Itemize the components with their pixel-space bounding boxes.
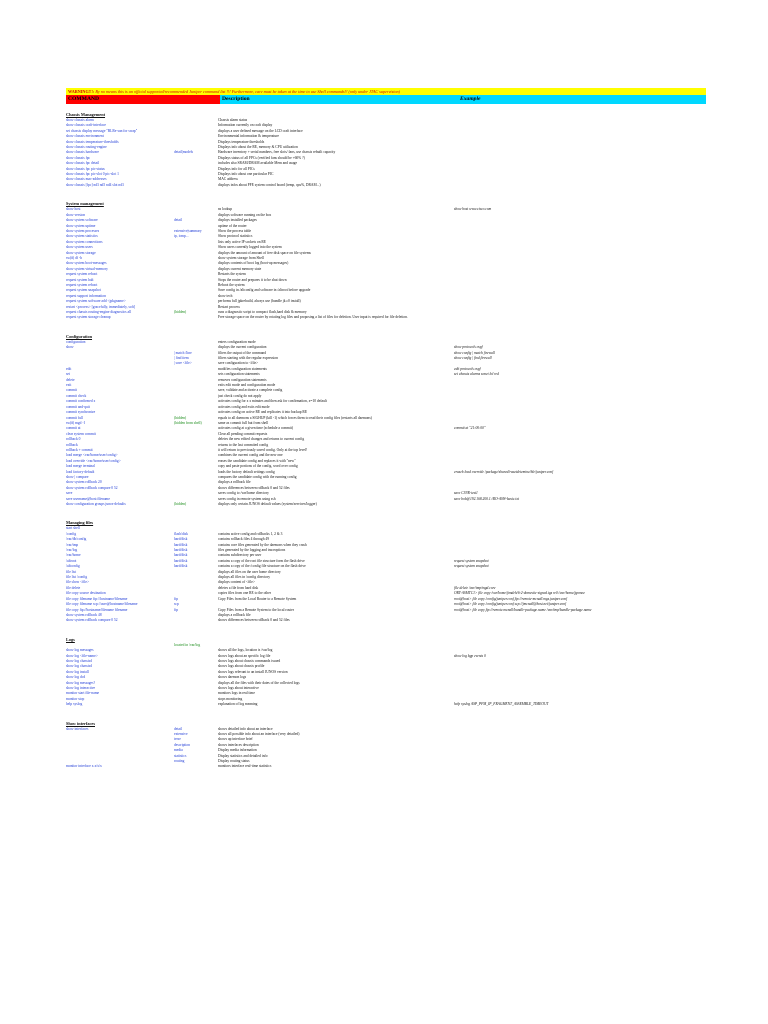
command-cell: /var/tmp	[66, 542, 79, 547]
description-cell: combines the current config and the new one	[218, 453, 283, 458]
command-cell: save username@host:filename	[66, 496, 110, 501]
command-cell: show system rollback compare 0 52	[66, 485, 118, 490]
option-cell: detail	[174, 218, 182, 223]
description-cell: Show protocol statistics	[218, 234, 253, 239]
description-cell: shows up interface brief	[218, 737, 253, 742]
command-cell: show chassis craft-interface	[66, 123, 106, 128]
command-cell: show system virtual-memory	[66, 266, 108, 271]
description-cell: displays all files on the user home directory	[218, 569, 281, 574]
command-cell: show log install	[66, 669, 89, 674]
option-cell	[174, 315, 218, 320]
description-cell: displays software running on the box	[218, 212, 272, 217]
description-cell: uptime of the router	[218, 223, 247, 228]
description-cell: displays a rollback file	[218, 612, 251, 617]
header-description: Description	[220, 95, 458, 104]
description-cell: shows logs about an specific log file	[218, 653, 271, 658]
option-cell: ftp	[174, 596, 178, 601]
description-cell: filters starting with the regular expression	[218, 356, 278, 361]
section-gap	[66, 188, 706, 193]
option-cell: hard/disk	[174, 558, 188, 563]
description-cell: same as commit full but from shell	[218, 420, 269, 425]
option-cell: ip, icmp...	[174, 234, 189, 239]
description-cell: Reboot the system	[218, 282, 245, 287]
option-cell: statistics	[174, 753, 187, 758]
description-cell: Displays info for all PICs	[218, 166, 255, 171]
command-cell: delete	[66, 377, 75, 382]
description-cell: deletes the new edited changes and returns to current config	[218, 437, 305, 442]
description-cell: returns to the last commited config	[218, 442, 269, 447]
command-cell: request system halt	[66, 277, 94, 282]
example-cell	[454, 502, 706, 507]
description-cell: Chassis alarm status	[218, 118, 248, 122]
description-cell: exits edit mode and configuration mode	[218, 383, 276, 388]
command-cell: request system software add <jpkgname>	[66, 299, 126, 304]
description-cell: Display statistics and detailed info	[218, 753, 268, 758]
command-cell: file copy filename scp://user@hostname/filename	[66, 602, 138, 607]
option-cell	[174, 702, 218, 707]
description-cell: Restart process	[218, 304, 240, 309]
command-cell: load merge terminal	[66, 464, 95, 469]
command-cell: show chassis [fpc] nd3 nd5 nd4 slot nd3	[66, 182, 124, 187]
option-cell: hard/disk	[174, 537, 188, 542]
example-cell: help syslog ASP_PFM_IP_FRAGMENT_ASSEMBLE_TIMEOUT	[454, 702, 549, 707]
command-cell: show log messages?	[66, 680, 96, 685]
description-cell: displays the current configuration	[218, 345, 267, 350]
command-cell: show system rollback 48	[66, 612, 102, 617]
table-row	[66, 502, 706, 507]
example-cell: file delete /var/tmp/mgd.core	[454, 585, 496, 590]
command-cell: show system uptime	[66, 223, 96, 228]
command-cell: load factory-default	[66, 469, 95, 474]
sheet-body	[66, 112, 706, 775]
command-cell: /altconfig	[66, 564, 80, 569]
command-cell: file copy source destination	[66, 591, 106, 596]
description-cell: enters configuration mode	[218, 339, 256, 344]
command-cell: show | compare	[66, 474, 89, 479]
option-cell: | match /line	[174, 350, 192, 355]
example-cell	[454, 315, 706, 320]
option-cell: scp	[174, 602, 179, 607]
description-cell: Display media information	[218, 748, 257, 753]
description-cell: shows all possible info about an interface (very detailed)	[218, 732, 300, 736]
header-row	[66, 95, 706, 104]
section-gap	[66, 321, 706, 326]
option-cell: ftp	[174, 607, 178, 612]
command-cell: show system connections	[66, 239, 103, 244]
command-cell: load merge <var/home/user/config>	[66, 453, 118, 458]
command-cell: request system reboot	[66, 282, 98, 287]
table-row	[66, 183, 706, 188]
description-cell: monitors logs in real time	[218, 691, 255, 696]
description-cell: Save config in /altconfig and software in /altroot before upgrade	[218, 288, 311, 293]
description-cell: activates config and exits edit mode	[218, 404, 270, 409]
option-cell	[174, 764, 218, 769]
section-gap	[66, 770, 706, 775]
command-cell: show host	[66, 207, 81, 212]
description-cell: contains subdirectory per user	[218, 553, 262, 558]
section-title: Chassis Management	[66, 112, 106, 117]
command-cell: monitor stop	[66, 696, 85, 701]
example-cell: root@host> file copy /config/juniper.conf scp://jmcnall@host.net/juniper.conf	[454, 602, 567, 607]
warning-banner	[66, 88, 706, 95]
description-cell: contains active config and rollbacks 1, 2 & 3	[218, 531, 283, 536]
command-cell: /var/home	[66, 553, 81, 558]
description-cell: shows differences between rollback 0 and 52 files	[218, 618, 290, 623]
example-cell: edit protocols ospf	[454, 366, 481, 371]
section-title: Logs	[66, 636, 75, 642]
description-cell: Show users currently logged into the system	[218, 245, 282, 250]
description-cell: displays infos about PFE system control board (temp, cpu%, DRAM...)	[218, 182, 321, 187]
command-cell: rollback	[66, 442, 78, 447]
command-cell: show system storage	[66, 250, 96, 255]
description-cell: Copy Files from the Local Router to a Remote System	[218, 596, 297, 601]
command-cell: show system boot-messages	[66, 261, 107, 266]
command-cell: commit synchronize	[66, 410, 96, 415]
command-cell: show log <file-name>	[66, 653, 98, 658]
description-cell: Stops the router and prepares it to be shut down	[218, 277, 287, 282]
command-cell: show system statistics	[66, 234, 98, 239]
command-cell: show chassis fpc pic-status	[66, 166, 105, 171]
description-cell: filters the output of the command	[218, 350, 267, 355]
table-row	[66, 764, 706, 769]
option-cell: routing	[174, 759, 185, 764]
command-cell: rollback + commit	[66, 447, 93, 452]
description-cell: removes configuration statements	[218, 377, 267, 382]
command-cell: file copy ftp://hostname/filename filename	[66, 607, 128, 612]
option-cell: (hidden)	[174, 502, 187, 506]
command-cell: set chassis display message "BLRe-san for swap"	[66, 128, 138, 133]
command-cell: monitor interface x.x/x/x	[66, 764, 102, 769]
command-cell: sw(#) df -h	[66, 255, 82, 260]
command-cell: sw(#) mgd -I	[66, 420, 85, 425]
description-cell: Displays info about one particular PIC	[218, 172, 274, 177]
command-cell: show chassis mac-addresses	[66, 177, 107, 182]
command-cell: show interfaces	[66, 726, 89, 731]
description-cell: monitors interface real-time statistics	[218, 764, 272, 769]
command-cell: file show <file>	[66, 580, 90, 585]
description-cell: contains core files generated by the daemons when they crash	[218, 542, 307, 547]
description-cell: shows logs about chassis profile	[218, 664, 265, 669]
header-command: COMMAND	[66, 95, 220, 104]
description-cell: displays current memory state	[218, 266, 262, 271]
description-cell: displays installed packages	[218, 218, 257, 223]
option-cell: detail	[174, 726, 182, 731]
warning-text: By no means this is an official supported/recommended Juniper command list !!! Furthermore, care must be taken at the time to use Shell commands!! (only under JTAC supervision)	[95, 89, 400, 94]
command-cell: show system rollback compare 0 52	[66, 618, 118, 623]
option-cell: description	[174, 742, 190, 747]
command-cell: show configuration groups junos-defaults	[66, 502, 126, 506]
command-cell: commit and-quit	[66, 404, 90, 409]
section-title: Show interfaces	[66, 720, 95, 726]
description-cell: Free storage space on the router by rotating log files and proposing a list of files for deletion. User input is required for file deletion.	[218, 315, 408, 320]
description-cell: activates config on active RE and replicates it into backup RE	[218, 410, 308, 415]
command-cell: monitor start file-name	[66, 691, 100, 696]
example-cell: show log bgp events 0	[454, 653, 486, 658]
description-cell: Clear all pending commit requests	[218, 431, 268, 436]
description-cell: MAC address	[218, 177, 238, 182]
command-cell: request support information	[66, 293, 106, 298]
description-cell: Information currently on craft display	[218, 123, 273, 128]
command-cell: show system processes	[66, 228, 100, 233]
command-cell: show chassis hardware	[66, 150, 99, 155]
description-cell: Show the process table	[218, 228, 252, 233]
command-cell: /config	[66, 531, 77, 536]
description-cell: runs a diagnostic script to compact flash,hard disk & memory	[218, 310, 307, 314]
description-cell: compares the candidate config with the running config	[218, 474, 297, 479]
command-cell: help syslog	[66, 702, 83, 707]
description-cell: copy and paste portions of the config, word over config	[218, 464, 298, 469]
command-cell: show log dcd	[66, 675, 86, 680]
command-cell: show log chassisd	[66, 658, 92, 663]
description-cell: displays contents of boot log (boot-up messages)	[218, 261, 289, 266]
option-cell: extensive|summary	[174, 228, 202, 233]
description-cell: it will return to previously saved config. Only at the top level!	[218, 447, 308, 452]
option-cell: located in /var/log	[174, 642, 201, 647]
description-cell: sets configuration statements	[218, 372, 260, 377]
description-cell: displays a user defined message on the LCD craft interface	[218, 128, 303, 133]
description-cell: shows logs relevant to an install JUNOS version	[218, 669, 288, 674]
command-cell: commit confirmed x	[66, 399, 96, 404]
description-cell: show system storage from Shell	[218, 255, 264, 260]
description-cell: modifies configuration statements	[218, 366, 267, 371]
command-cell: /altroot	[66, 558, 77, 563]
command-cell: rollback 0	[66, 437, 81, 442]
example-cell: save bob@192.168.200.1:/RO-ASW-basic.txt	[454, 496, 519, 501]
option-cell: flash/disk	[174, 531, 188, 536]
description-cell: Displays info about the RE, memory & CPU utilization	[218, 145, 298, 150]
example-cell: show config | find firewall	[454, 356, 492, 361]
description-cell: Hardware inventory + serial numbers, free slots/ fans, use chassis rebuilt capacity	[218, 150, 336, 155]
example-cell: save CJNR-test1	[454, 491, 478, 496]
description-cell: files generated by the logging and traceoptions	[218, 548, 286, 553]
command-cell: start shell	[66, 526, 80, 531]
header-example: Example	[458, 95, 706, 104]
example-cell: root@host> file copy ftp://remote.mcnall/bundle-package.name /var/tmp/bundle-package.name	[454, 607, 592, 612]
command-cell: show system rollback 20	[66, 480, 102, 485]
description-cell: equals to all daemons a SIGHUP (kill -1) which forces them to read their config files (restarts all daemons)	[218, 415, 372, 420]
command-cell: show chassis environment	[66, 134, 104, 139]
example-cell: request system snapshot	[454, 558, 489, 563]
option-cell: | save <file>	[174, 361, 192, 366]
description-cell: activates config for x x minutes and then ask for confirmation, x=10 default	[218, 399, 327, 404]
command-cell: load override <var/home/user/config>	[66, 458, 121, 463]
description-cell: includes also SRAM/DRAM available Mem and usage	[218, 161, 298, 166]
command-cell: show chassis temperature-thresholds	[66, 139, 119, 144]
warning-prefix: WARNING!!!:	[68, 89, 95, 94]
table-row	[66, 618, 706, 623]
description-cell: Environmental information & temperature	[218, 134, 279, 139]
description-cell: displays all the files with their dates of the collected logs	[218, 680, 300, 685]
command-cell: configuration	[66, 339, 86, 344]
example-cell: show protocols ospf	[454, 345, 483, 350]
description-cell: contains rollback files 4 through 49	[218, 537, 270, 542]
description-cell: stops monitoring	[218, 696, 243, 701]
description-cell: performs full jpkrebuild, always use (bundle jk.c0 install)	[218, 299, 301, 304]
description-cell: copies files from one RE to the other	[218, 591, 271, 596]
description-cell: explanation of log meaning	[218, 702, 258, 707]
description-cell: erases the candidate config and replaces it with "new"	[218, 458, 296, 463]
command-cell: clear system commit	[66, 431, 96, 436]
description-cell: show tech	[218, 293, 233, 298]
description-cell: lists only active IP sockets on RE	[218, 239, 266, 244]
command-cell: show chassis fpc	[66, 155, 91, 160]
option-cell: hard/disk	[174, 548, 188, 553]
command-cell: request system reboot	[66, 272, 98, 277]
description-cell: saves config to /var/home directory	[218, 491, 269, 496]
command-cell: show chassis routing-engine	[66, 145, 107, 150]
description-cell: shows daemon logs	[218, 675, 247, 680]
example-cell	[454, 183, 706, 188]
option-cell	[174, 183, 218, 188]
command-cell: show chassis fpc detail	[66, 161, 100, 166]
example-cell: ORT-ASMTC1> file copy /var/home/jimdeh/6-2-domestic-signed.tgz re0:/var/home/jgomez	[454, 591, 585, 596]
description-cell: save configuration to <file>	[218, 361, 259, 366]
command-cell: file copy filename ftp://hostname/filename	[66, 596, 128, 601]
command-cell: save	[66, 491, 73, 496]
section-gap	[66, 507, 706, 512]
description-cell: contains a copy of the /config file structure on the flash drive	[218, 564, 306, 569]
command-cell: request chassis routing-engine diagnostics all	[66, 310, 132, 314]
command-cell: file list /config	[66, 575, 88, 580]
section-title: Configuration	[66, 333, 93, 339]
description-cell: Restarts the system	[218, 272, 246, 277]
description-cell: Displays status of all FPCs (verified fans should be +60% ?)	[218, 155, 305, 160]
command-cell: commit	[66, 388, 77, 393]
option-cell: (hidden from shell)	[174, 420, 202, 425]
description-cell: displays a rollback file	[218, 480, 251, 485]
option-cell: media	[174, 748, 183, 753]
command-cell: commit full	[66, 415, 83, 420]
example-cell	[454, 764, 706, 769]
command-cell: exit	[66, 383, 72, 388]
example-cell: eraseb load override /package/shared/rasetdetemine/ble/juniper.conf	[454, 469, 554, 474]
example-cell: request system snapshot	[454, 564, 489, 569]
example-cell: commit at "21:00:00"	[454, 426, 486, 431]
option-cell: hard/disk	[174, 564, 188, 569]
description-cell: just check config do not apply	[218, 393, 262, 398]
description-cell: contains a copy of the root file structure form the flash drive	[218, 558, 305, 563]
table-row	[66, 315, 706, 320]
command-cell: restart <process> [gracefully, immediately, soft]	[66, 304, 136, 309]
description-cell: loads the factory default settings config	[218, 469, 275, 474]
section-gap	[66, 708, 706, 713]
table-row	[66, 702, 706, 707]
command-cell: request system storage cleanup	[66, 315, 111, 320]
command-cell: file delete	[66, 585, 81, 590]
option-cell: (hidden)	[174, 310, 187, 314]
example-cell: show host www.cisco.com	[454, 207, 492, 212]
command-cell: show log messages	[66, 648, 94, 653]
section-title: Managing files	[66, 520, 94, 526]
example-cell: root@host> file copy /config/juniper.conf ftp://remote-mcnall.mgs.juniper.conf	[454, 596, 568, 601]
section-title: System management	[66, 201, 104, 207]
description-cell: Displays temperature thresholds	[218, 139, 265, 144]
option-cell	[174, 618, 218, 623]
command-cell: show log interactive	[66, 685, 96, 690]
command-cell: show chassis alarm	[66, 118, 94, 122]
description-cell: Display routing status	[218, 759, 250, 764]
command-cell: show chassis fpc pic-slot 0 pic-slot 1	[66, 172, 119, 177]
option-cell: terse	[174, 737, 181, 742]
command-cell: set	[66, 372, 70, 377]
description-cell: displays the amount of amount of free disk space on file systems	[218, 250, 311, 255]
command-cell: show log chassisd	[66, 664, 92, 669]
option-cell: hard/disk	[174, 542, 188, 547]
description-cell: displays content of <file>	[218, 580, 255, 585]
option-cell: extensive	[174, 732, 188, 736]
description-cell: saves config in remote system using ssh	[218, 496, 276, 501]
spreadsheet	[66, 88, 706, 775]
command-cell: commit check	[66, 393, 87, 398]
description-cell: deletes a file from hard disk	[218, 585, 259, 590]
description-cell: shows logs about interactive	[218, 685, 259, 690]
description-cell: displays only certain JUNOS default values (system/services/logger)	[218, 502, 317, 506]
description-cell: save, validate and activate a complete config	[218, 388, 283, 393]
option-cell: hard/disk	[174, 553, 188, 558]
command-cell: show system software	[66, 218, 98, 223]
description-cell: shows detailed info about an interface	[218, 726, 273, 731]
description-cell: displays all files in /config directory	[218, 575, 270, 580]
command-cell: edit	[66, 366, 72, 371]
description-cell: shows interfaces description	[218, 742, 259, 747]
section-gap	[66, 624, 706, 629]
description-cell: shows differences between rollback 0 and 52 files	[218, 485, 290, 490]
example-cell: show config | match firewall	[454, 350, 495, 355]
command-cell: request system snapshot	[66, 288, 101, 293]
option-cell: | find item	[174, 356, 189, 361]
option-cell: (hidden)	[174, 415, 187, 420]
option-cell: detail|models	[174, 150, 194, 155]
description-cell: ns lookup	[218, 207, 233, 212]
command-cell: file list	[66, 569, 77, 574]
command-cell: show system users	[66, 245, 93, 250]
description-cell: shows all the logs, location is /var/log	[218, 648, 273, 653]
command-cell: show	[66, 345, 74, 350]
description-cell: shows logs about chassis commands issued	[218, 658, 281, 663]
description-cell: activates config at a given time (schedule a commit)	[218, 426, 294, 431]
example-cell	[454, 618, 706, 623]
command-cell: show version	[66, 212, 86, 217]
command-cell: commit at	[66, 426, 81, 431]
example-cell: set chassis alarms sonet lol red	[454, 372, 499, 377]
command-cell: /var/log	[66, 548, 78, 553]
command-cell: /var/db/config	[66, 537, 87, 542]
description-cell: Copy Files from a Remote System to the local router	[218, 607, 294, 612]
